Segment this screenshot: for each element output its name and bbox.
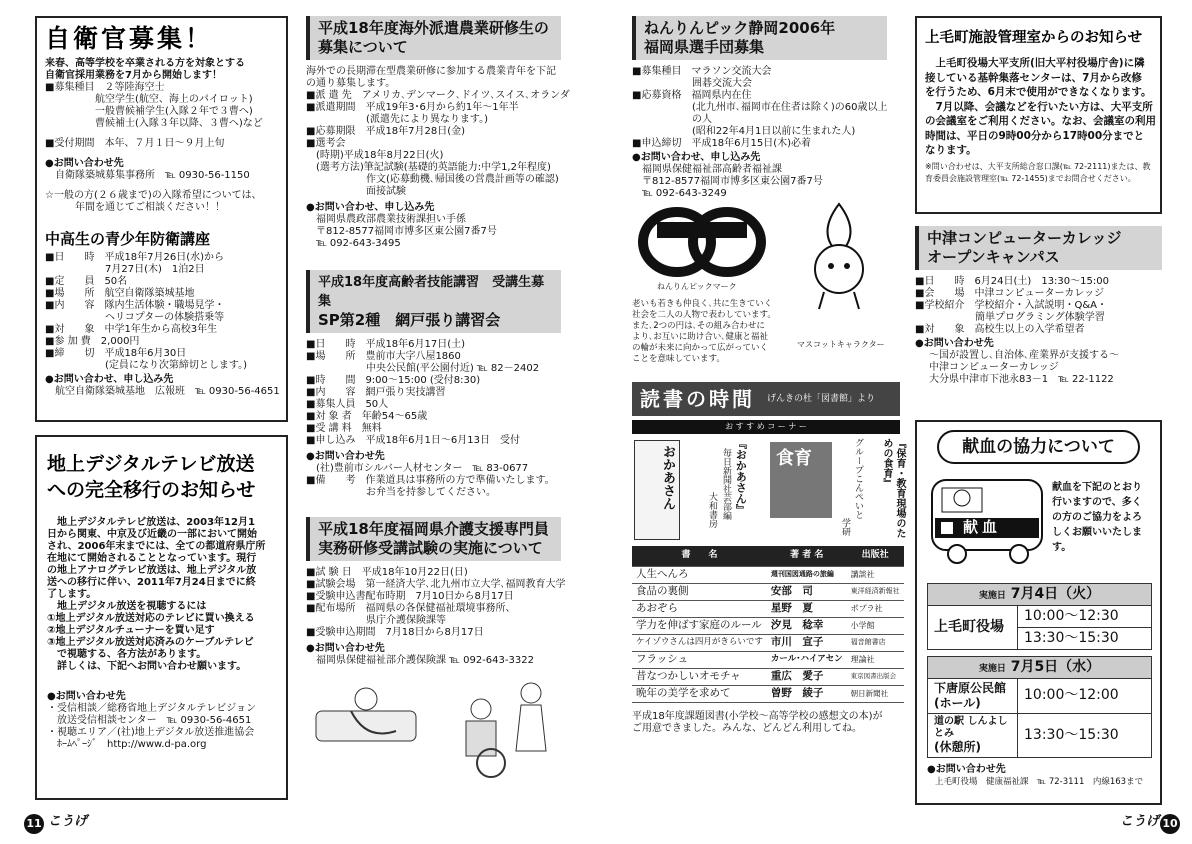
col-publisher-header: 出版社 bbox=[847, 546, 904, 566]
college-row: ■学校紹介 学校紹介・入試説明・Q&A・ bbox=[915, 300, 1107, 311]
book-table-header bbox=[632, 546, 904, 566]
book1-author: 毎日新聞社芸部編 bbox=[720, 448, 731, 520]
college-row: ■会 場 中津コンピューターカレッジ bbox=[915, 288, 1105, 299]
skill-row: ■申し込み 平成18年6月1日～6月13日 受付 bbox=[306, 435, 520, 446]
nenrin-desc: 社会を二人の人物で表わしています。 bbox=[632, 310, 776, 320]
college-contact: 大分県中津市下池永83－1 ℡ 22-1122 bbox=[929, 374, 1114, 385]
col-author-header: 著 者 名 bbox=[767, 546, 847, 566]
nenrin-row: ■募集種目 マラソン交流大会 bbox=[632, 66, 772, 77]
date-2: 7月5日（水） bbox=[1010, 659, 1101, 676]
nenrin-title: ねんりんピック静岡2006年 bbox=[644, 19, 836, 37]
time-slot: 13:30～15:30 bbox=[1018, 713, 1152, 757]
place-2a bbox=[928, 679, 1018, 713]
defense-row: ■締 切 平成18年6月30日 bbox=[45, 348, 187, 360]
farm-row: ■応募期限 平成18年7月28日(金) bbox=[306, 126, 466, 137]
blood-body-line: の方のご協力をよろ bbox=[1052, 512, 1142, 523]
page-number-left: 11 bbox=[24, 814, 44, 834]
farm-heading bbox=[306, 16, 561, 60]
college-row: 簡単プログラミング体験学習 bbox=[915, 312, 1105, 323]
reading-title: 読書の時間 bbox=[640, 386, 755, 411]
defense-contact: 航空自衛隊築城基地 広報班 ℡ 0930-56-4651 bbox=[55, 386, 280, 398]
facility-body-line: なります。 bbox=[925, 144, 977, 156]
skill-note: ■備 考 作業道具は事務所の方で準備いたします。 bbox=[306, 475, 555, 486]
nenrin-row: (北九州市､福岡市在住者は除く)の60歳以上 bbox=[632, 102, 888, 113]
facility-body-line: 時間は、平日の9時00分から17時00分までと bbox=[925, 129, 1145, 142]
date-cell bbox=[928, 584, 1152, 606]
nenrin-row: の人 bbox=[632, 114, 712, 125]
table-row bbox=[632, 685, 904, 702]
caregiver-illustration bbox=[306, 671, 566, 781]
nenrin-heading bbox=[632, 16, 887, 60]
col-title-header: 書 名 bbox=[632, 546, 767, 566]
recommend-corner: お す す め コ ー ナ ー bbox=[632, 420, 900, 434]
recruit-contact-head: ●お問い合わせ先 bbox=[45, 158, 124, 169]
table-row bbox=[632, 566, 904, 583]
nenrin-desc: の輪が未来に向かって広がっていく bbox=[632, 343, 769, 353]
nenrin-desc: より､お互いに助け合い､健康と福祉 bbox=[632, 332, 769, 342]
book-author: 安部 司 bbox=[767, 583, 847, 600]
column-3 bbox=[632, 16, 905, 821]
farm-intro: 海外での長期滞在型農業研修に参加する農業青年を下記 bbox=[306, 66, 556, 77]
care-title: 平成18年度福岡県介護支援専門員 bbox=[318, 520, 549, 538]
care-row: ■試 験 日 平成18年10月22日(日) bbox=[306, 567, 468, 578]
college-section bbox=[915, 226, 1165, 406]
day-label: 実施日 bbox=[978, 591, 1006, 601]
digital-body-line: 在地にて開始されることとなっています。現行 bbox=[47, 553, 257, 564]
facility-note: ※問い合わせは、大平支所総合窓口課(℡ 72-2111)または、教 bbox=[925, 161, 1151, 171]
farm-row: (時期)平成18年8月22日(火) bbox=[306, 150, 444, 161]
defense-row: ■内 容 隊内生活体験・職場見学・ bbox=[45, 300, 225, 312]
column-2 bbox=[306, 16, 576, 806]
reading-subtitle: げんきの杜「図書館」より bbox=[767, 393, 876, 404]
skill-row: ■受 講 料 無料 bbox=[306, 423, 382, 434]
book2-title: 『保育・教育現場のための食育』 bbox=[881, 438, 905, 538]
skill-contact: (社)豊前市シルバー人材センター ℡ 83-0677 bbox=[316, 463, 529, 474]
college-title: オープンキャンパス bbox=[927, 248, 1060, 266]
book-author: 汐見 稔幸 bbox=[767, 617, 847, 634]
book2-cover: 食育 bbox=[770, 442, 832, 518]
care-row: ■受験申込書配布時期 7月10日から8月17日 bbox=[306, 591, 514, 602]
recruit-row: ■募集種目 ２等陸海空士 bbox=[45, 82, 165, 93]
recruit-row: 曹候補士(入隊３年以降、３曹へ)など bbox=[45, 118, 263, 129]
book-author: 市川 宣子 bbox=[767, 634, 847, 651]
brand-logo-left: こうげ bbox=[48, 814, 88, 829]
farm-contact: 福岡県農政部農業技術課担い手係 bbox=[316, 214, 466, 225]
book2-publisher: 学研 bbox=[839, 518, 850, 536]
book-title: あおぞら bbox=[632, 600, 767, 617]
care-contact-head: ●お問い合わせ先 bbox=[306, 643, 385, 654]
nenrin-mark-caption: ねんりんピックマーク bbox=[657, 282, 737, 291]
college-contact: 中津コンピューターカレッジ bbox=[929, 362, 1059, 373]
place-name: 下唐原公民館 bbox=[934, 681, 1007, 696]
defense-row: ヘリコプターの体験搭乗等 bbox=[45, 312, 225, 324]
defense-contact-head: ●お問い合わせ、申し込み先 bbox=[45, 374, 174, 386]
nenrin-row: 囲碁交流大会 bbox=[632, 78, 752, 89]
college-row: ■日 時 6月24日(土) 13:30～15:00 bbox=[915, 276, 1109, 287]
skill-heading bbox=[306, 270, 561, 333]
defense-row: 7月27日(木) 1泊2日 bbox=[45, 264, 205, 276]
table-row bbox=[632, 617, 904, 634]
book-publisher: ポプラ社 bbox=[847, 600, 904, 617]
book-title: ケイゾウさんは四月がきらいです bbox=[632, 634, 767, 651]
book-author: 週刊国図通路の旅編 bbox=[767, 566, 847, 583]
digital-contact-line: 放送受信相談センター ℡ 0930-56-4651 bbox=[47, 715, 252, 726]
digital-body-line: で視聴する、各方法があります。 bbox=[47, 649, 207, 660]
book2-author: グループこんぺいと bbox=[852, 438, 863, 519]
digital-body-line: 了します。 bbox=[47, 589, 97, 600]
nenrin-desc: また､2つの円は､その組み合わせに bbox=[632, 321, 765, 331]
place-name: 道の駅 しんよしとみ bbox=[934, 715, 1008, 739]
nenrin-contact-head: ●お問い合わせ、申し込み先 bbox=[632, 152, 761, 163]
blood-title: 献血の協力について bbox=[937, 430, 1140, 464]
reading-footnote: 平成18年度課題図書(小学校～高等学校の感想文の本)が bbox=[632, 710, 883, 722]
farm-row: ■派 遣 先 アメリカ､デンマーク､ドイツ､スイス､オランダ bbox=[306, 90, 570, 101]
book-publisher: 福音館書店 bbox=[847, 634, 904, 651]
college-contact-head: ●お問い合わせ先 bbox=[915, 338, 994, 349]
care-row: ■受験申込期間 7月18日から8月17日 bbox=[306, 627, 484, 638]
farm-intro: の通り募集します。 bbox=[306, 78, 396, 89]
book-title: 学力を伸ばす家庭のルール bbox=[632, 617, 767, 634]
book-publisher: 朝日新聞社 bbox=[847, 685, 904, 702]
care-contact: 福岡県保健福祉部介護保険課 ℡ 092-643-3322 bbox=[316, 655, 534, 666]
digital-body-line: の地上アナログテレビ放送は、地上デジタル放 bbox=[47, 565, 257, 576]
book1-cover: おかあさん bbox=[634, 440, 680, 540]
college-row: ■対 象 高校生以上の入学希望者 bbox=[915, 324, 1085, 335]
blood-schedule bbox=[927, 583, 1152, 650]
facility-body-line: 7月以降、会議などを行いたい方は、大平支所 bbox=[925, 100, 1153, 113]
defense-row: ■参 加 費 2,000円 bbox=[45, 336, 140, 348]
farm-row: ■派遣期間 平成19年3･6月から約1年～1年半 bbox=[306, 102, 519, 113]
facility-title: 上毛町施設管理室からのお知らせ bbox=[925, 30, 1143, 46]
day-label: 実施日 bbox=[978, 664, 1006, 675]
college-title: 中津コンピューターカレッジ bbox=[927, 229, 1122, 247]
time-slot: 10:00～12:30 bbox=[1018, 606, 1152, 628]
skill-title: 平成18年度高齢者技能講習 受講生募集 bbox=[318, 275, 545, 309]
book-author: 星野 夏 bbox=[767, 600, 847, 617]
book-publisher: 講談社 bbox=[847, 566, 904, 583]
blood-box bbox=[915, 420, 1162, 805]
book-publisher: 理論社 bbox=[847, 651, 904, 668]
book1-title: 『おかあさん』 bbox=[734, 438, 748, 515]
care-title: 実務研修受講試験の実施について bbox=[318, 539, 543, 557]
recruit-title: 自衛官募集！ bbox=[45, 24, 214, 53]
nenrin-row: ■応募資格 福岡県内在住 bbox=[632, 90, 752, 101]
book-author: 曽野 綾子 bbox=[767, 685, 847, 702]
skill-row: ■内 容 網戸張り実技講習 bbox=[306, 387, 446, 398]
blood-contact: 上毛町役場 健康福祉課 ℡ 72-3111 内線163まで bbox=[935, 776, 1144, 787]
blood-body-line: 行いますので、多く bbox=[1052, 497, 1142, 508]
book-title: フラッシュ bbox=[632, 651, 767, 668]
nenrin-row: ■申込締切 平成18年6月15日(木)必着 bbox=[632, 138, 812, 149]
reading-footnote: ご用意できました。みんな、どんどん利用してね。 bbox=[632, 722, 862, 734]
mascot-caption: マスコットキャラクター bbox=[797, 340, 885, 349]
care-row: ■配布場所 福岡県の各保健福祉環境事務所、 bbox=[306, 603, 516, 614]
digital-body-line: 送への移行に伴い、2011年7月24日までに終 bbox=[47, 577, 256, 588]
nenrin-contact: 〒812-8577福岡市博多区東公園7番7号 bbox=[642, 176, 823, 187]
farm-row: ■選考会 bbox=[306, 138, 346, 149]
college-heading bbox=[915, 226, 1162, 270]
recruit-note: ☆一般の方(２６歳まで)の入隊希望については、 bbox=[45, 190, 262, 201]
book1-publisher: 大和書房 bbox=[706, 492, 717, 528]
defense-row: (定員になり次第締切とします。) bbox=[45, 360, 248, 372]
blood-schedule-2 bbox=[927, 656, 1152, 757]
book-publisher: 東洋経済新報社 bbox=[847, 583, 904, 600]
skill-contact-head: ●お問い合わせ先 bbox=[306, 451, 385, 462]
book-author: 重広 愛子 bbox=[767, 668, 847, 685]
farm-contact: 〒812-8577福岡市博多区東公園7番7号 bbox=[316, 226, 497, 237]
schedule-row bbox=[928, 606, 1152, 628]
digital-body-line: ①地上デジタル放送対応のテレビに買い換える bbox=[47, 613, 255, 624]
table-row bbox=[632, 600, 904, 617]
facility-body-line: の会議室をご利用ください。なお、会議室の利用 bbox=[925, 115, 1156, 127]
recruit-intro: 来春、高等学校を卒業される方を対象とする bbox=[45, 58, 245, 69]
nenrin-desc: ことを意味しています。 bbox=[632, 354, 725, 364]
defense-title: 中高生の青少年防衛講座 bbox=[45, 230, 211, 248]
college-contact: ～国が設置し､自治体､産業界が支援する～ bbox=[929, 350, 1119, 361]
digital-body-line: ③地上デジタル放送対応済みのケーブルテレビ bbox=[47, 637, 254, 648]
digital-body-line: され、2006年末までには、全ての都道府県庁所 bbox=[47, 541, 266, 552]
care-heading bbox=[306, 517, 561, 561]
date-1: 7月4日（火） bbox=[1010, 586, 1101, 602]
blood-body-line: 献血を下記のとおり bbox=[1052, 482, 1142, 493]
digital-title: 地上デジタルテレビ放送 bbox=[47, 453, 255, 475]
defense-row: ■場 所 航空自衛隊築城基地 bbox=[45, 288, 195, 300]
skill-title: SP第2種 網戸張り講習会 bbox=[318, 311, 501, 329]
nenrin-contact: 福岡県保健福祉部高齢者福祉課 bbox=[642, 164, 782, 175]
nenrin-row: (昭和22年4月1日以前に生まれた人) bbox=[632, 126, 856, 137]
table-row bbox=[632, 583, 904, 600]
farm-row: (派遣先により異なります。) bbox=[306, 114, 489, 125]
book-title: 人生へんろ bbox=[632, 566, 767, 583]
page-number-right: 10 bbox=[1160, 814, 1180, 834]
recruit-contact: 自衛隊築城募集事務所 ℡ 0930-56-1150 bbox=[55, 170, 250, 181]
book-publisher: 東京図書出版会 bbox=[847, 668, 904, 685]
recruit-note: 年間を通じてご相談ください！！ bbox=[75, 202, 225, 213]
blood-body-line: す。 bbox=[1052, 542, 1072, 553]
time-slot: 13:30～15:30 bbox=[1018, 628, 1152, 650]
farm-contact: ℡ 092-643-3495 bbox=[316, 238, 401, 249]
farm-row: (選考方法)筆記試験(基礎的英語能力:中学1,2年程度) bbox=[306, 162, 551, 173]
facility-body-line: 接している基幹集落センターは、7月から改修 bbox=[925, 71, 1142, 84]
farm-title: 平成18年度海外派遣農業研修生の bbox=[318, 19, 549, 37]
bus-label: 献血 bbox=[963, 518, 1002, 536]
schedule-date-row bbox=[928, 657, 1152, 679]
defense-row: ■定 員 50名 bbox=[45, 276, 128, 288]
book-author: カール･ハイアセン bbox=[767, 651, 847, 668]
nenrin-desc: 老いも若きも仲良く､共に生きていく bbox=[632, 299, 773, 309]
book-title: 食品の裏側 bbox=[632, 583, 767, 600]
book-title: 晩年の美学を求めて bbox=[632, 685, 767, 702]
skill-row: ■時 間 9:00～15:00 (受付8:30) bbox=[306, 375, 481, 386]
time-slot: 10:00～12:00 bbox=[1018, 679, 1152, 713]
place-2b bbox=[928, 713, 1018, 757]
schedule-date-row bbox=[928, 584, 1152, 606]
table-row bbox=[632, 668, 904, 685]
nenrin-title: 福岡県選手団募集 bbox=[644, 38, 765, 56]
facility-box bbox=[915, 16, 1162, 214]
nenrin-contact: ℡ 092-643-3249 bbox=[642, 188, 727, 199]
blood-body-line: しくお願いいたしま bbox=[1052, 527, 1142, 538]
digital-contact-line: ﾎｰﾑﾍﾟｰｼﾞ http://www.d-pa.org bbox=[47, 739, 207, 750]
place-1: 上毛町役場 bbox=[928, 606, 1018, 650]
place-sub: (ホール) bbox=[934, 695, 981, 710]
blood-contact-head: ●お問い合わせ先 bbox=[927, 763, 1006, 775]
mascot-icon bbox=[804, 204, 874, 314]
care-row: 県庁介護保険課等 bbox=[306, 615, 446, 626]
recruit-row: 一般曹候補学生(入隊２年で３曹へ) bbox=[45, 106, 253, 117]
brand-logo-right: こうげ bbox=[1120, 814, 1160, 829]
skill-note: お弁当を持参してください。 bbox=[306, 487, 496, 498]
digital-body-line: 詳しくは、下記へお問い合わせ願います。 bbox=[47, 661, 247, 672]
schedule-row bbox=[928, 713, 1152, 757]
skill-row: ■場 所 豊前市大字八屋1860 bbox=[306, 351, 461, 362]
digital-body-line: 地上デジタルテレビ放送は、2003年12月1 bbox=[47, 517, 255, 528]
digital-body-line: ②地上デジタルチューナーを買い足す bbox=[47, 625, 215, 636]
table-row bbox=[632, 651, 904, 668]
digital-body-line: 地上デジタル放送を視聴するには bbox=[47, 601, 207, 612]
digital-contact-line: ・視聴エリア／(社)地上デジタル放送推進協会 bbox=[47, 727, 255, 738]
table-row bbox=[632, 634, 904, 651]
recruit-row: ■受付期間 本年、７月１日～９月上旬 bbox=[45, 138, 225, 149]
digital-title: への完全移行のお知らせ bbox=[47, 479, 256, 501]
date-cell bbox=[928, 657, 1152, 679]
facility-body-line: 上毛町役場大平支所(旧大平村役場庁舎)に隣 bbox=[925, 57, 1145, 69]
skill-row: ■日 時 平成18年6月17日(土) bbox=[306, 339, 466, 350]
book-title: 昔なつかしいオモチャ bbox=[632, 668, 767, 685]
skill-row: ■募集人員 50人 bbox=[306, 399, 389, 410]
farm-row: 面接試験 bbox=[306, 186, 406, 197]
digital-contact-head: ●お問い合わせ先 bbox=[47, 691, 126, 702]
skill-row: ■対 象 者 年齢54～65歳 bbox=[306, 411, 428, 422]
farm-contact-head: ●お問い合わせ、申し込み先 bbox=[306, 202, 435, 213]
skill-row: 中央公民館(平公園付近) ℡ 82－2402 bbox=[306, 363, 540, 374]
defense-row: ■対 象 中学1年生から高校3年生 bbox=[45, 324, 218, 336]
digital-body-line: 日から関東、中京及び近畿の一部において開始 bbox=[47, 529, 257, 540]
reading-banner bbox=[632, 382, 900, 416]
place-sub: (休憩所) bbox=[934, 739, 981, 754]
schedule-row bbox=[928, 679, 1152, 713]
book-publisher: 小学館 bbox=[847, 617, 904, 634]
defense-row: ■日 時 平成18年7月26日(水)から bbox=[45, 252, 225, 264]
recruit-intro: 自衛官採用業務を7月から開始します！ bbox=[45, 70, 222, 81]
farm-row: 作文(応募動機､帰国後の営農計画等の確認) bbox=[306, 174, 559, 185]
recruit-box bbox=[35, 16, 288, 422]
facility-note: 育委員会施設管理室(℡ 72-1455)までお問合せください。 bbox=[925, 173, 1136, 183]
digital-box bbox=[35, 435, 288, 800]
book-table bbox=[632, 546, 904, 703]
facility-body-line: を行うため、6月末で使用ができなくなります。 bbox=[925, 86, 1152, 98]
nenrin-mark-icon bbox=[637, 204, 767, 279]
farm-title: 募集について bbox=[318, 38, 408, 56]
digital-contact-line: ・受信相談／総務省地上デジタルテレビジョン bbox=[47, 703, 256, 714]
care-row: ■試験会場 第一経済大学､北九州市立大学､福岡教育大学 bbox=[306, 579, 566, 590]
recruit-row: 航空学生(航空、海上のパイロット) bbox=[45, 94, 253, 105]
